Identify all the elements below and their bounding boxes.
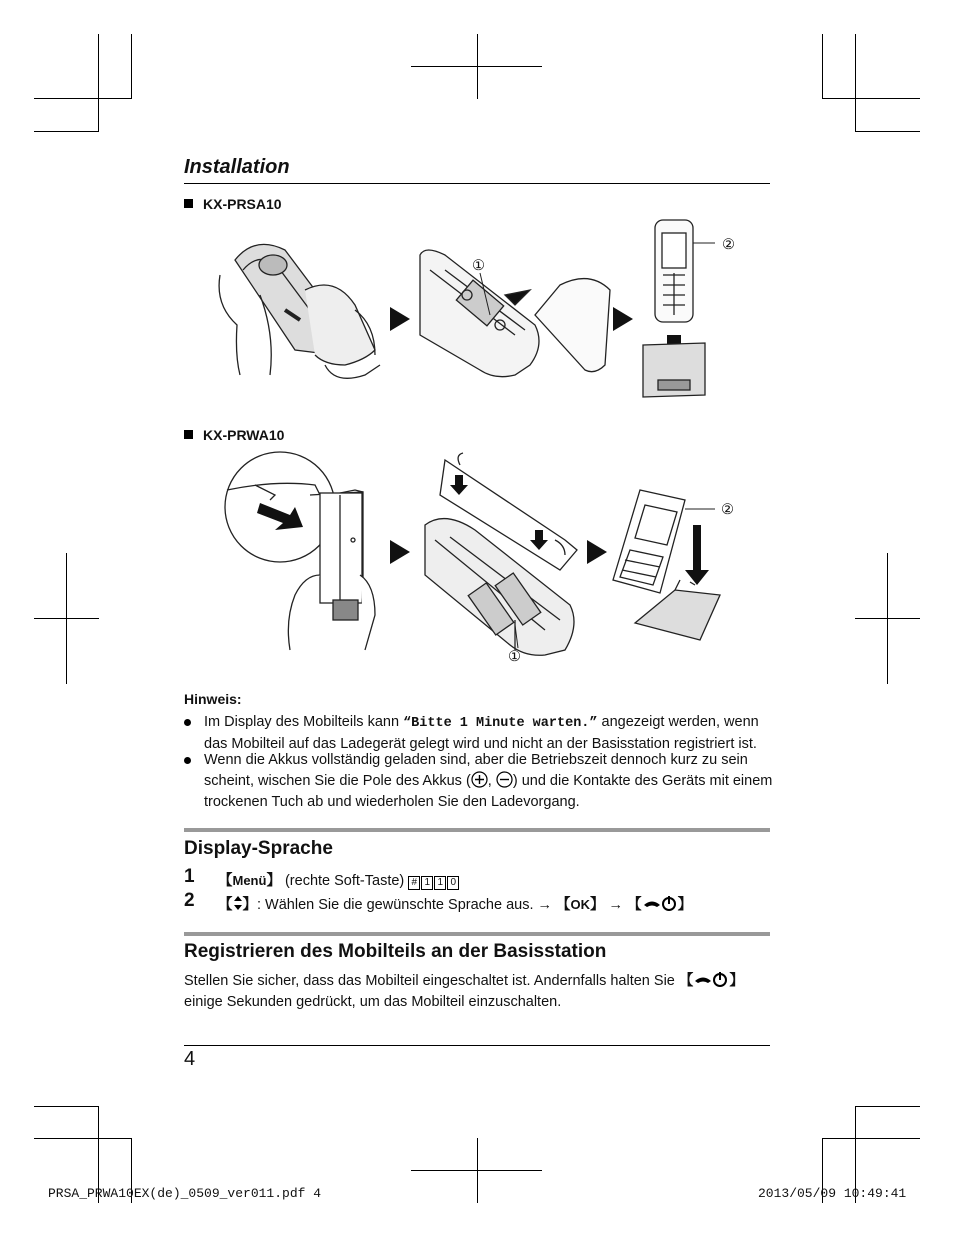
section-title: Installation — [184, 156, 290, 178]
model-label-prwa10: KX-PRWA10 — [184, 427, 284, 443]
header-rule — [184, 183, 770, 184]
crop-mark — [411, 66, 542, 67]
plus-circle-icon — [471, 771, 488, 788]
crop-mark — [98, 34, 99, 131]
display-message: “Bitte 1 Minute warten.” — [403, 716, 598, 731]
key-1: 1 — [434, 876, 446, 890]
square-bullet-icon — [184, 430, 193, 439]
callout-2: ② — [722, 237, 735, 253]
callout-1: ① — [472, 258, 485, 274]
key-1: 1 — [421, 876, 433, 890]
crop-mark — [34, 131, 99, 132]
page-number: 4 — [184, 1048, 196, 1070]
callout-1-prwa10: ① — [508, 649, 521, 665]
callout-2-prwa10: ② — [721, 502, 734, 518]
key-0: 0 — [447, 876, 459, 890]
bullet-icon — [184, 757, 191, 764]
off-power-key-icon — [693, 970, 729, 988]
bullet-icon — [184, 719, 191, 726]
crop-mark — [822, 98, 920, 99]
note-bullet-1: Im Display des Mobilteils kann “Bitte 1 Minute warten.” angezeigt werden, wenn das Mobilteil auf das Ladegerät gelegt wird und nicht an der Basisstation registriert ist. — [184, 712, 774, 755]
crop-mark — [34, 1138, 132, 1139]
crop-mark — [822, 34, 823, 99]
step-number: 2 — [184, 890, 195, 911]
footer-rule — [184, 1045, 770, 1046]
section-bar — [184, 932, 770, 936]
crop-mark — [855, 1106, 920, 1107]
note-bullet-2: Wenn die Akkus vollständig geladen sind, aber die Betriebszeit dennoch kurz zu sein scheint, wischen Sie die Pole des Akkus ( , ) und die Kontakte des Geräts mit einem trockenen Tuch ab und wiederholen Sie den Ladevorgang. — [184, 750, 774, 813]
illustration-prsa10 — [215, 215, 735, 405]
footer-file: PRSA_PRWA10EX(de)_0509_ver011.pdf 4 — [48, 1186, 322, 1201]
menu-key-label: Menü — [232, 873, 267, 888]
square-bullet-icon — [184, 199, 193, 208]
step-1: 1 【Menü】 (rechte Soft-Taste) # 1 1 0 — [184, 870, 770, 892]
display-language-title: Display-Sprache — [184, 838, 333, 859]
register-text: Stellen Sie sicher, dass das Mobilteil eingeschaltet ist. Andernfalls halten Sie 【 】 einige Sekunden gedrückt, um das Mobilteil einzuschalten. — [184, 970, 774, 1013]
crop-mark — [855, 34, 856, 131]
crop-mark — [855, 131, 920, 132]
crop-mark — [411, 1170, 542, 1171]
bracket-open: 【 — [218, 873, 233, 889]
ok-key-label: OK — [570, 897, 591, 912]
bracket-close: 】 — [266, 873, 281, 889]
model-label-prsa10: KX-PRSA10 — [184, 196, 282, 212]
illustration-prwa10 — [215, 445, 735, 667]
crop-mark — [822, 1138, 920, 1139]
up-down-navigation-icon — [233, 895, 243, 911]
register-title: Registrieren des Mobilteils an der Basisstation — [184, 941, 607, 962]
step-2: 2 【 】: Wählen Sie die gewünschte Sprache aus. → 【OK】 → 【 】 — [184, 890, 693, 913]
note-title: Hinweis: — [184, 691, 242, 707]
minus-circle-icon — [496, 771, 513, 788]
section-bar — [184, 828, 770, 832]
footer-date: 2013/05/09 10:49:41 — [758, 1186, 907, 1201]
step-number: 1 — [184, 866, 195, 887]
crop-mark — [131, 34, 132, 99]
crop-mark — [34, 98, 132, 99]
crop-mark — [34, 1106, 99, 1107]
crop-mark — [34, 618, 99, 619]
key-hash: # — [408, 876, 420, 890]
crop-mark — [855, 618, 920, 619]
off-power-key-icon — [642, 894, 678, 912]
